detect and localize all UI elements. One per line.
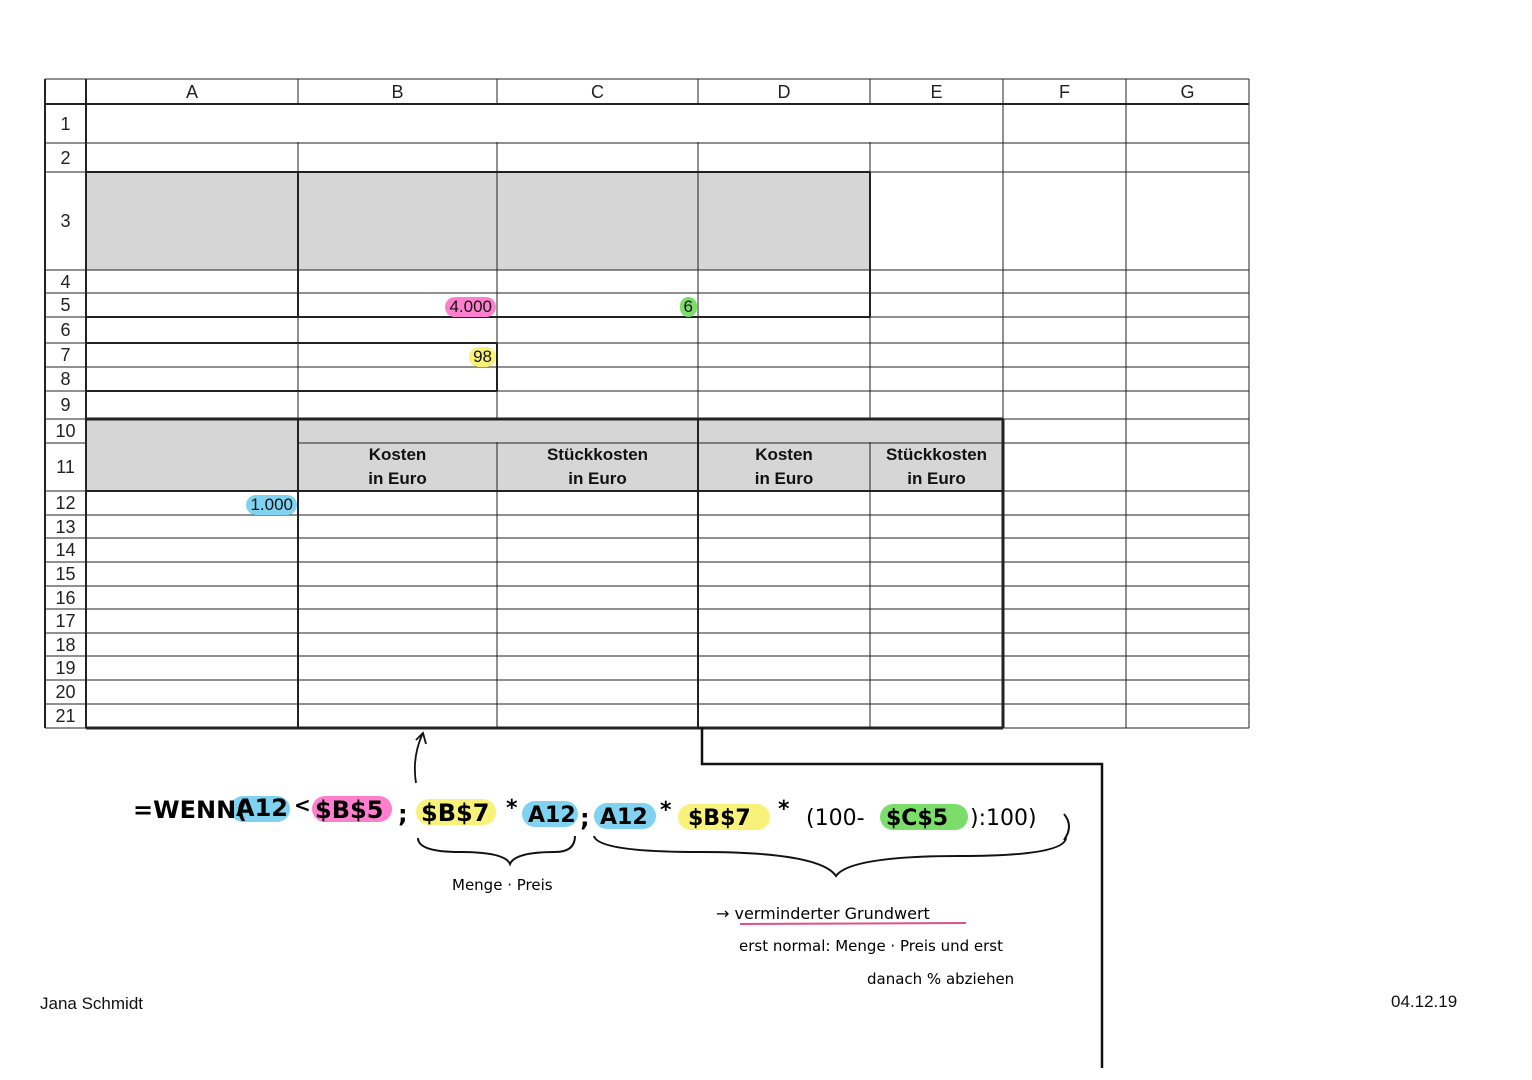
column-header-line: Stückkosten (885, 445, 988, 464)
brace-large (594, 836, 1066, 876)
connector-line (702, 728, 1102, 1068)
column-header-line: Kosten (755, 445, 813, 464)
formula-part: A12 (236, 794, 288, 822)
formula (133, 793, 1069, 840)
formula-part: $B$7 (421, 799, 490, 827)
closing-paren-stroke (1064, 814, 1069, 840)
row-header-15[interactable]: 15 (55, 564, 76, 584)
column-header-line: Kosten (368, 445, 427, 464)
row-header-9[interactable]: 9 (60, 395, 71, 415)
formula-part: ):100) (970, 806, 1037, 831)
row-header-7[interactable]: 7 (60, 345, 71, 365)
column-header-a[interactable]: A (185, 81, 198, 102)
brace-small (418, 836, 575, 864)
row-header-4[interactable]: 4 (60, 271, 71, 292)
author: Jana Schmidt (40, 994, 143, 1013)
cell-b7-value: 98 (469, 347, 496, 367)
formula-part: ; (398, 800, 408, 828)
row-header-5[interactable]: 5 (60, 295, 71, 315)
row-header-14[interactable]: 14 (55, 540, 76, 560)
cell-c5-value: 6 (680, 297, 697, 317)
note-title: → verminderter Grundwert (716, 904, 930, 923)
row-header-3[interactable]: 3 (60, 211, 71, 231)
column-header-b[interactable]: B (391, 81, 404, 102)
brace-label: Menge · Preis (452, 876, 553, 894)
row-header-20[interactable]: 20 (55, 682, 76, 702)
column-header-c[interactable]: C (591, 81, 604, 102)
row-header-17[interactable]: 17 (55, 611, 76, 631)
note-underline (740, 923, 966, 924)
formula-part: * (778, 797, 790, 822)
column-header-f[interactable]: F (1059, 81, 1070, 102)
note-line-2: danach % abziehen (867, 970, 1015, 988)
column-header-d[interactable]: D (777, 81, 791, 102)
row-header-12[interactable]: 12 (55, 493, 76, 513)
column-header-line: in Euro (754, 469, 814, 488)
column-header-line: in Euro (568, 469, 627, 488)
formula-part: * (506, 796, 518, 821)
row-header-1[interactable]: 1 (60, 113, 71, 134)
row-header-6[interactable]: 6 (60, 320, 71, 340)
column-header-line: in Euro (907, 469, 966, 488)
formula-part: $B$7 (688, 806, 751, 831)
formula-part: =WENN( (133, 796, 248, 824)
row-header-18[interactable]: 18 (55, 634, 76, 655)
column-header-line: in Euro (368, 469, 427, 488)
row-header-19[interactable]: 19 (55, 658, 76, 678)
formula-part: * (660, 798, 672, 823)
row-header-10[interactable]: 10 (55, 421, 76, 441)
formula-part: ; (580, 804, 590, 832)
row-header-13[interactable]: 13 (55, 516, 76, 537)
column-header-line: Stückkosten (546, 445, 649, 464)
row-header-16[interactable]: 16 (55, 587, 76, 608)
formula-part: $B$5 (315, 796, 384, 824)
cell-a12-value: 1.000 (246, 495, 297, 515)
formula-part: (100- (806, 806, 865, 831)
formula-part: $C$5 (886, 806, 949, 831)
cell-b5-value: 4.000 (445, 297, 496, 317)
row-header-8[interactable]: 8 (60, 369, 71, 389)
formula-part: < (294, 793, 311, 817)
formula-part: A12 (528, 803, 576, 828)
row-header-2[interactable]: 2 (60, 147, 71, 168)
column-header-g[interactable]: G (1180, 81, 1195, 102)
note-line-1: erst normal: Menge · Preis und erst (739, 937, 1003, 955)
column-header-e[interactable]: E (930, 81, 943, 102)
formula-part: A12 (600, 805, 648, 830)
row-header-11[interactable]: 11 (56, 457, 75, 477)
arrow-up (415, 733, 426, 783)
row-header-21[interactable]: 21 (55, 706, 76, 726)
date: 04.12.19 (1391, 992, 1458, 1011)
